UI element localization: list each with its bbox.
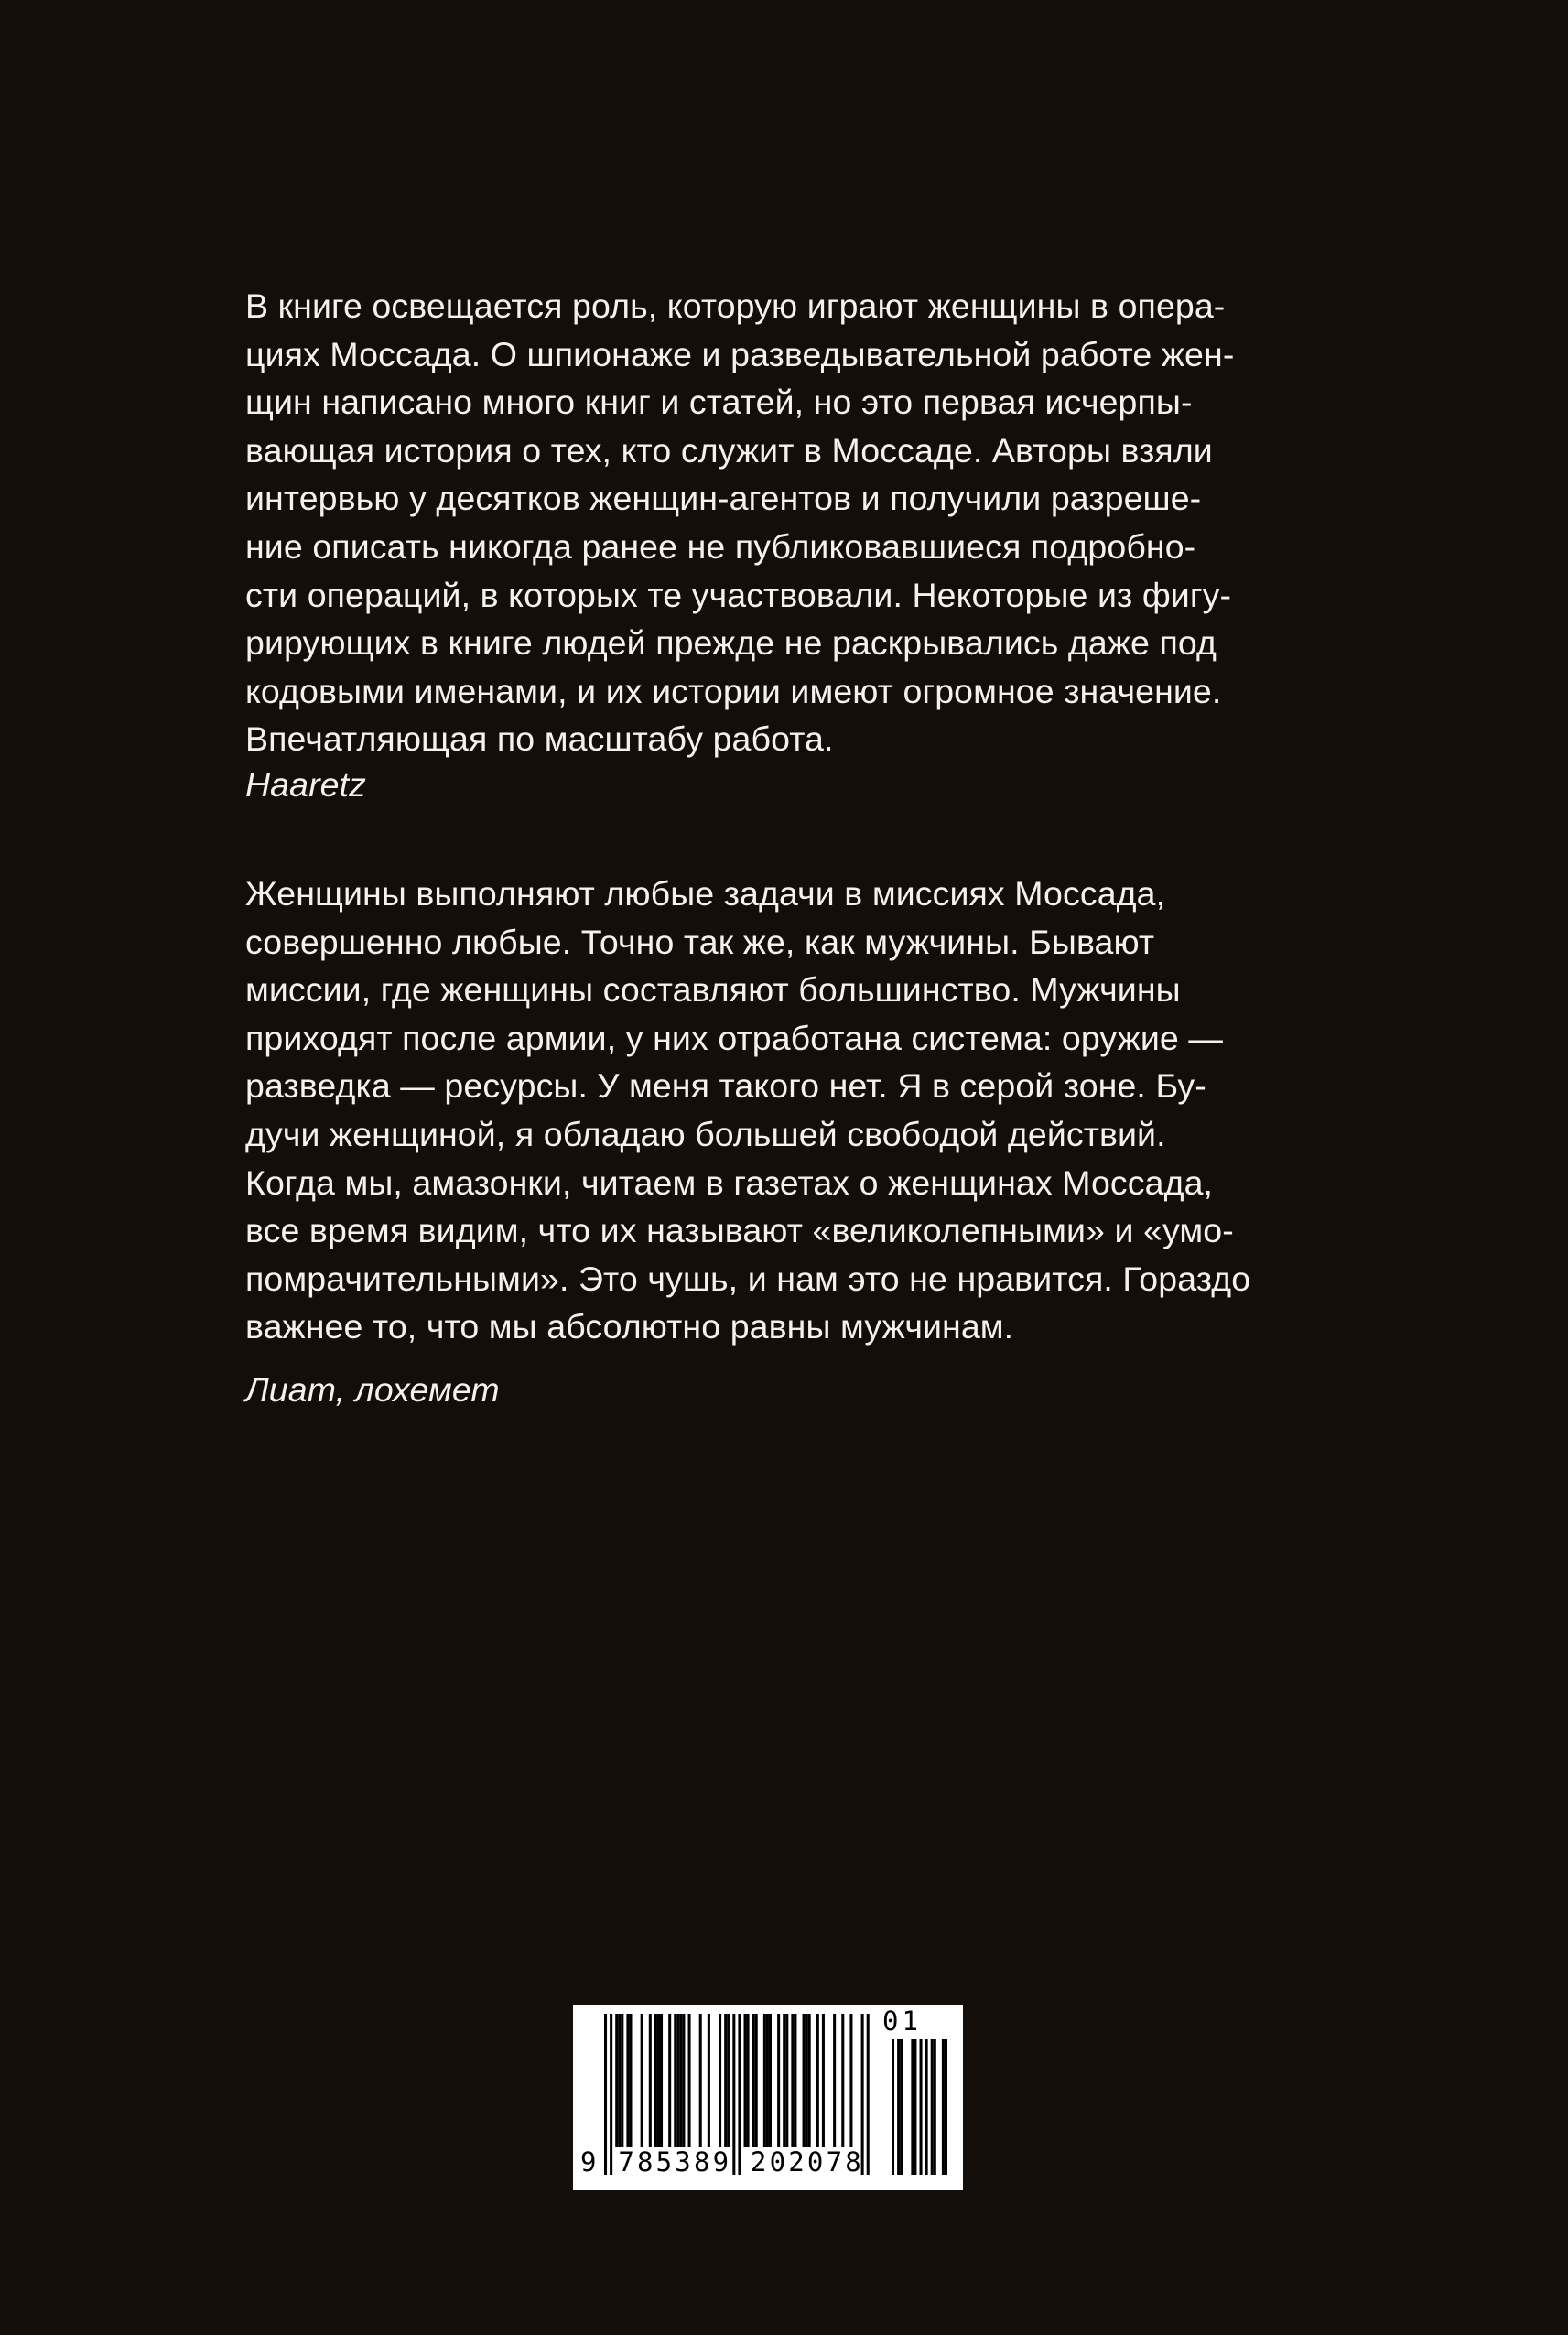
- barcode-bar: [755, 2014, 758, 2147]
- review-line: совершенно любые. Точно так же, как мужчины. Бывают: [245, 922, 1155, 961]
- barcode-bar: [708, 2014, 710, 2147]
- barcode-addon-number: 01: [882, 2005, 922, 2037]
- barcode-addon-bar: [931, 2039, 934, 2175]
- barcode-bar: [629, 2014, 632, 2147]
- barcode-bar: [626, 2014, 629, 2147]
- barcode-addon-bar: [892, 2039, 894, 2175]
- barcode-bar: [747, 2014, 750, 2147]
- barcode-bar: [777, 2014, 780, 2147]
- barcode-addon-bar: [900, 2039, 903, 2175]
- review-text: [245, 870, 1325, 1351]
- barcode-bar: [676, 2014, 679, 2147]
- review-line: ние описать никогда ранее не публиковавшиеся подробно-: [245, 526, 1196, 566]
- barcode-addon-bar: [934, 2039, 936, 2175]
- isbn-number: 9 785389 202078: [580, 2146, 864, 2178]
- barcode-bar: [699, 2014, 702, 2147]
- review-line: рирующих в книге людей прежде не раскрывались даже под: [245, 623, 1217, 663]
- review-text: [245, 282, 1325, 763]
- review-line: важнее то, что мы абсолютно равны мужчинам.: [245, 1307, 1014, 1346]
- barcode-bar: [679, 2014, 682, 2147]
- barcode-addon-bar: [914, 2039, 916, 2175]
- barcode-bar: [668, 2014, 671, 2147]
- review-attribution: Лиат, лохемет: [245, 1369, 500, 1409]
- barcode-bar: [803, 2014, 806, 2147]
- barcode-addon-bar: [911, 2039, 914, 2175]
- barcode-bar: [752, 2014, 755, 2147]
- barcode-addon-bar: [942, 2039, 945, 2175]
- barcode-bar: [654, 2014, 657, 2147]
- barcode-bar: [822, 2014, 825, 2147]
- barcode-bar: [724, 2014, 727, 2147]
- barcode-bar: [841, 2014, 844, 2147]
- review-block-liat: [245, 870, 1325, 1414]
- review-line: сти операций, в которых те участвовали. Некоторые из фигу-: [245, 575, 1232, 614]
- barcode-bar: [618, 2014, 621, 2147]
- isbn-barcode: [573, 2005, 963, 2190]
- barcode-bar: [791, 2014, 794, 2147]
- barcode-bar: [660, 2014, 663, 2147]
- barcode-bar: [727, 2014, 730, 2147]
- barcode-bar: [794, 2014, 796, 2147]
- review-block-haaretz: [245, 282, 1325, 809]
- review-line: разведка — ресурсы. У меня такого нет. Я в серой зоне. Бу-: [245, 1066, 1206, 1106]
- barcode-bar: [688, 2014, 691, 2147]
- barcode-addon-bar: [945, 2039, 947, 2175]
- barcode-addon-bar: [897, 2039, 900, 2175]
- barcode-bar: [649, 2014, 652, 2147]
- barcode-bar: [783, 2014, 785, 2147]
- barcode-bar: [615, 2014, 618, 2147]
- barcode-bar: [719, 2014, 721, 2147]
- review-line: интервью у десятков женщин-агентов и получили разреше-: [245, 479, 1202, 518]
- review-line: вающая история о тех, кто служит в Моссаде. Авторы взяли: [245, 430, 1213, 470]
- barcode-guard-bar: [867, 2014, 870, 2175]
- barcode-bar: [657, 2014, 660, 2147]
- review-line: помрачительными». Это чушь, и нам это не нравится. Гораздо: [245, 1259, 1251, 1298]
- barcode-bar: [674, 2014, 676, 2147]
- review-line: кодовыми именами, и их истории имеют огромное значение.: [245, 671, 1222, 710]
- barcode-bar: [766, 2014, 769, 2147]
- barcode-bar: [769, 2014, 772, 2147]
- barcode-addon-bar: [925, 2039, 928, 2175]
- review-line: щин написано много книг и статей, но это первая исчерпы-: [245, 383, 1193, 422]
- barcode-bar: [849, 2014, 852, 2147]
- barcode-bar: [808, 2014, 811, 2147]
- review-line: В книге освещается роль, которую играют женщины в опера-: [245, 286, 1226, 325]
- barcode-bar: [806, 2014, 808, 2147]
- barcode-addon-bar: [920, 2039, 923, 2175]
- review-line: все время видим, что их называют «великолепными» и «умо-: [245, 1211, 1234, 1250]
- review-line: Когда мы, амазонки, читаем в газетах о женщинах Моссада,: [245, 1162, 1214, 1202]
- review-line: дучи женщиной, я обладаю большей свободой действий.: [245, 1114, 1166, 1153]
- review-line: циях Моссада. О шпионаже и разведывательной работе жен-: [245, 334, 1235, 373]
- barcode-bar: [785, 2014, 788, 2147]
- barcode-bar: [641, 2014, 643, 2147]
- review-attribution: Haaretz: [245, 764, 367, 804]
- barcode-bar: [682, 2014, 685, 2147]
- barcode-bar: [744, 2014, 747, 2147]
- barcode-bar: [763, 2014, 766, 2147]
- barcode-bar: [816, 2014, 819, 2147]
- review-line: Женщины выполняют любые задачи в миссиях Моссада,: [245, 874, 1166, 913]
- review-line: миссии, где женщины составляют большинство. Мужчины: [245, 970, 1181, 1010]
- barcode-bar: [833, 2014, 836, 2147]
- review-line: приходят после армии, у них отработана система: оружие —: [245, 1018, 1223, 1057]
- review-line: Впечатляющая по масштабу работа.: [245, 719, 834, 759]
- barcode-bar: [621, 2014, 623, 2147]
